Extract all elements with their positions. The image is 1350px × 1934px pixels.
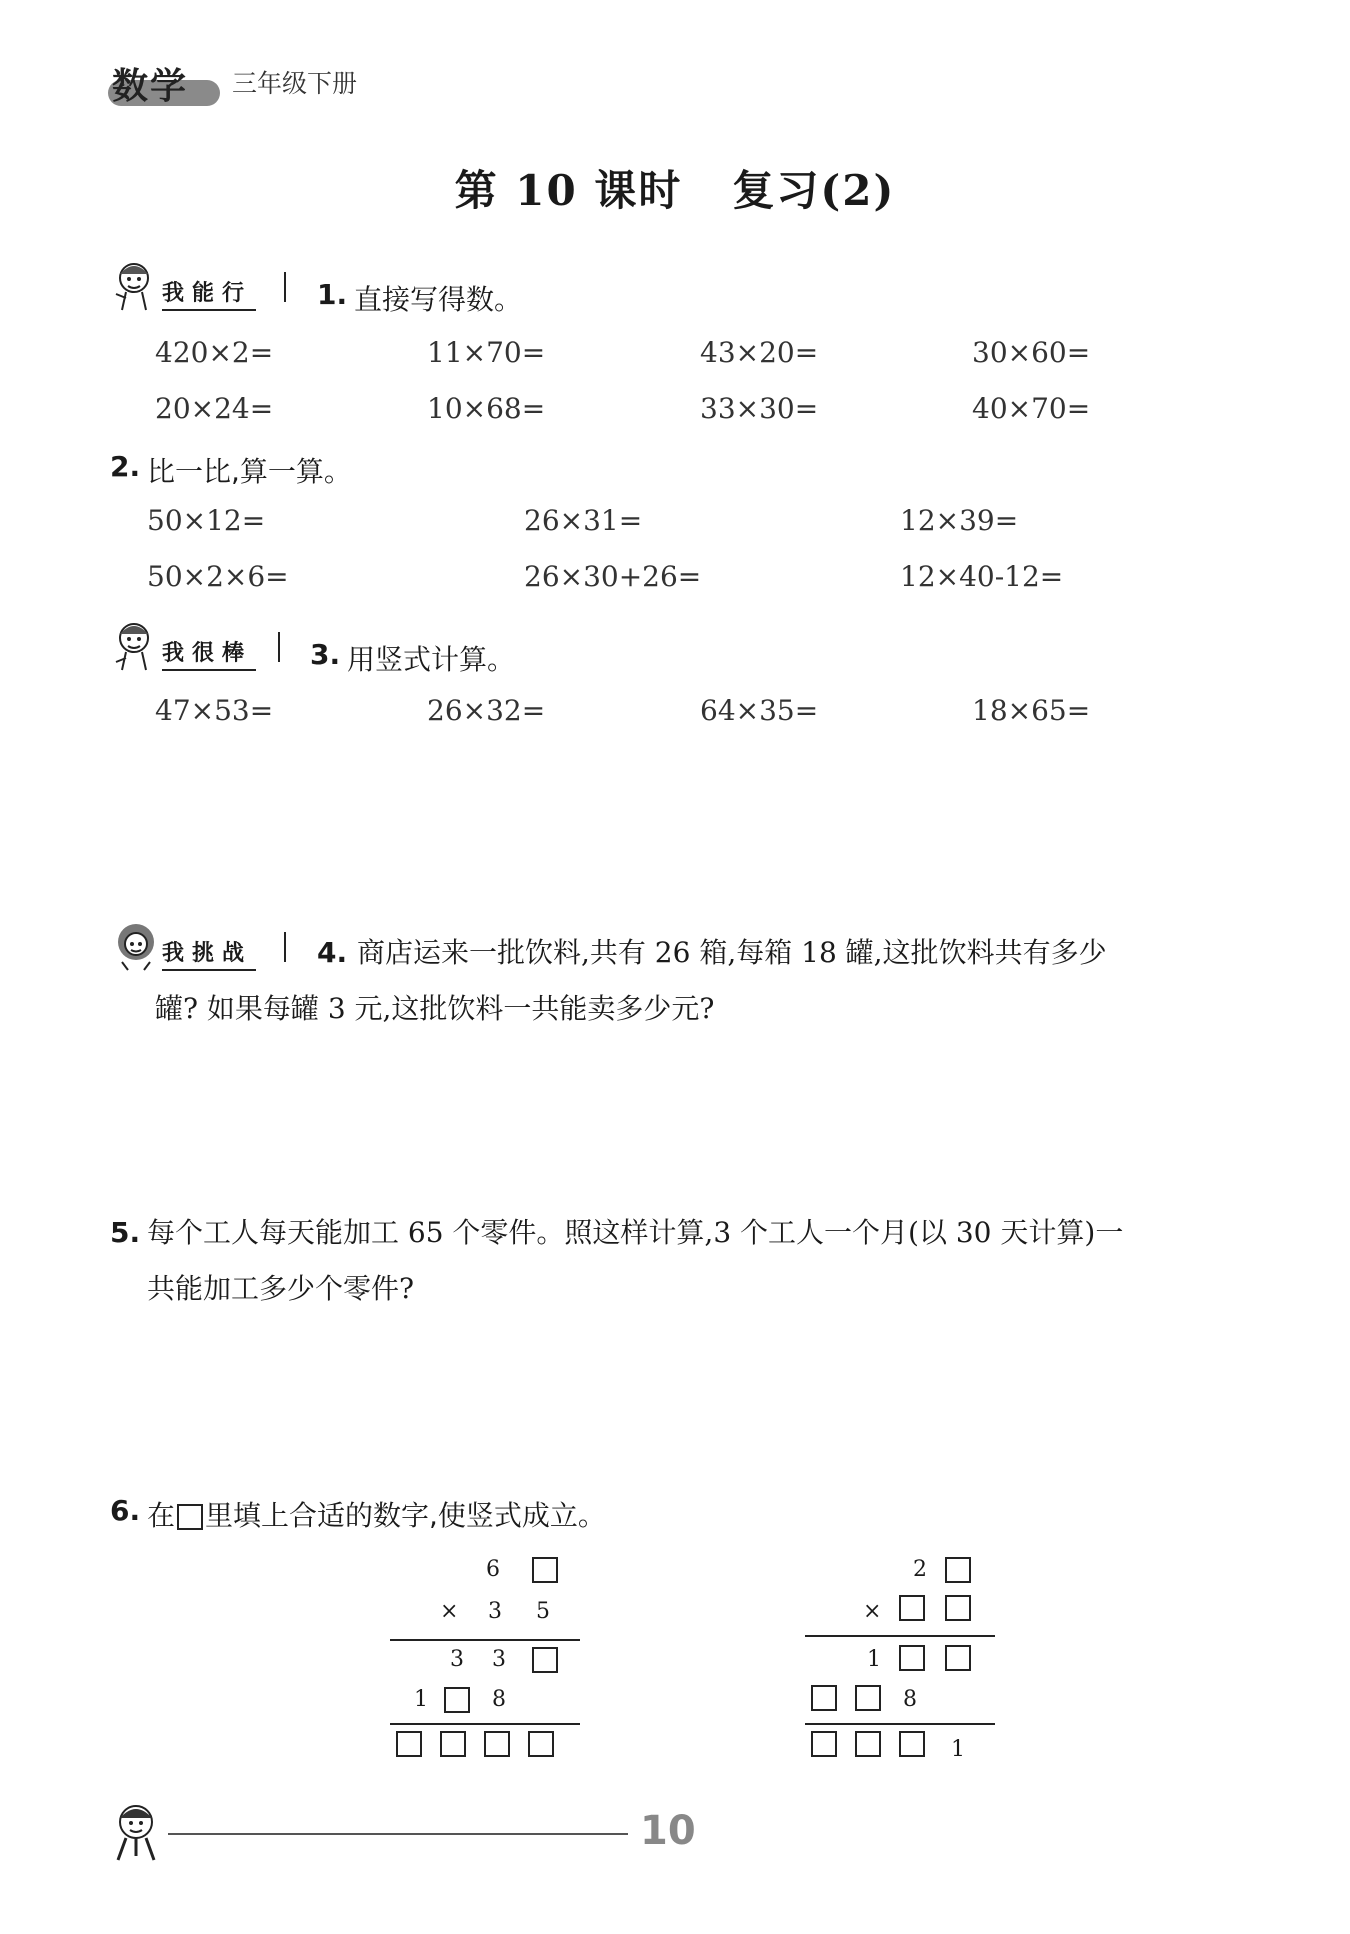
q1-expr: 420×2=	[155, 336, 274, 369]
answer-box[interactable]	[528, 1731, 554, 1757]
v2-times: ×	[863, 1599, 882, 1624]
answer-box[interactable]	[532, 1557, 558, 1583]
q2-text: 比一比,算一算。	[147, 455, 352, 488]
answer-box[interactable]	[532, 1647, 558, 1673]
q6-pre: 在	[147, 1499, 176, 1532]
q6-post: 里填上合适的数字,使竖式成立。	[205, 1499, 606, 1532]
answer-box[interactable]	[945, 1645, 971, 1671]
q4-number: 4.	[317, 936, 348, 969]
q3-text: 用竖式计算。	[347, 643, 516, 676]
q2-expr: 50×2×6=	[147, 560, 289, 593]
v1-digit: 3	[488, 1599, 502, 1624]
answer-box[interactable]	[945, 1595, 971, 1621]
answer-box[interactable]	[811, 1731, 837, 1757]
subject-label: 数学	[112, 58, 212, 102]
q2-expr: 12×40-12=	[900, 560, 1064, 593]
q1-expr: 43×20=	[700, 336, 819, 369]
v1-digit: 6	[486, 1557, 500, 1582]
vertical-mult-1	[390, 1555, 580, 1765]
badge-label: 我能行	[162, 276, 256, 311]
badge-label: 我很棒	[162, 636, 256, 671]
q2-expr: 50×12=	[147, 504, 266, 537]
badge-wonengxing	[112, 258, 312, 316]
q2-expr: 26×30+26=	[524, 560, 702, 593]
q2-expr: 12×39=	[900, 504, 1019, 537]
q1-text: 直接写得数。	[354, 283, 523, 316]
v2-digit: 1	[951, 1737, 965, 1762]
mascot-icon	[112, 918, 158, 974]
answer-box[interactable]	[899, 1595, 925, 1621]
v1-digit: 5	[536, 1599, 550, 1624]
q1-expr: 30×60=	[972, 336, 1091, 369]
footer-rule	[168, 1833, 628, 1835]
v1-digit: 3	[492, 1647, 506, 1672]
q2-number: 2.	[110, 450, 141, 483]
answer-box[interactable]	[396, 1731, 422, 1757]
v1-digit: 3	[450, 1647, 464, 1672]
q1-expr: 40×70=	[972, 392, 1091, 425]
v1-rule	[390, 1723, 580, 1725]
mascot-icon	[112, 618, 158, 674]
q1-expr: 11×70=	[427, 336, 546, 369]
q5-number: 5.	[110, 1216, 141, 1249]
v2-digit: 2	[913, 1557, 927, 1582]
answer-box[interactable]	[855, 1685, 881, 1711]
badge-wohenbang	[112, 618, 312, 676]
v1-digit: 1	[414, 1687, 428, 1712]
q4-line1: 商店运来一批饮料,共有 26 箱,每箱 18 罐,这批饮料共有多少	[357, 936, 1107, 969]
q4-line2: 罐? 如果每罐 3 元,这批饮料一共能卖多少元?	[155, 992, 715, 1025]
grade-label: 三年级下册	[232, 69, 358, 98]
v1-times: ×	[440, 1599, 459, 1624]
q3-expr: 47×53=	[155, 694, 274, 727]
answer-box[interactable]	[945, 1557, 971, 1583]
answer-box[interactable]	[855, 1731, 881, 1757]
q3-expr: 64×35=	[700, 694, 819, 727]
page-title	[0, 158, 1350, 218]
answer-box-sample	[177, 1504, 203, 1530]
q1-expr: 10×68=	[427, 392, 546, 425]
v2-digit: 8	[903, 1687, 917, 1712]
v1-digit: 8	[492, 1687, 506, 1712]
vertical-mult-2	[805, 1555, 995, 1765]
answer-box[interactable]	[484, 1731, 510, 1757]
q5-line2: 共能加工多少个零件?	[147, 1272, 415, 1305]
badge-wotiaozhan	[112, 918, 312, 976]
answer-box[interactable]	[444, 1687, 470, 1713]
v2-digit: 1	[867, 1647, 881, 1672]
q1-expr: 33×30=	[700, 392, 819, 425]
mascot-icon	[110, 1800, 170, 1866]
v1-rule	[390, 1639, 580, 1641]
badge-label: 我挑战	[162, 936, 256, 971]
q5-line1: 每个工人每天能加工 65 个零件。照这样计算,3 个工人一个月(以 30 天计算)一	[147, 1216, 1124, 1249]
lesson-topic: 复习(2)	[732, 166, 896, 215]
v2-rule	[805, 1723, 995, 1725]
q3-number: 3.	[310, 638, 341, 671]
v2-rule	[805, 1635, 995, 1637]
q1-expr: 20×24=	[155, 392, 274, 425]
q1-number: 1.	[317, 278, 348, 311]
mascot-icon	[112, 258, 158, 314]
q3-expr: 18×65=	[972, 694, 1091, 727]
q6-number: 6.	[110, 1494, 141, 1527]
q2-expr: 26×31=	[524, 504, 643, 537]
q3-expr: 26×32=	[427, 694, 546, 727]
answer-box[interactable]	[440, 1731, 466, 1757]
answer-box[interactable]	[899, 1645, 925, 1671]
answer-box[interactable]	[899, 1731, 925, 1757]
lesson-number: 第 10 课时	[454, 166, 683, 215]
page-number: 10	[640, 1808, 696, 1854]
q6-text	[147, 1494, 606, 1534]
answer-box[interactable]	[811, 1685, 837, 1711]
